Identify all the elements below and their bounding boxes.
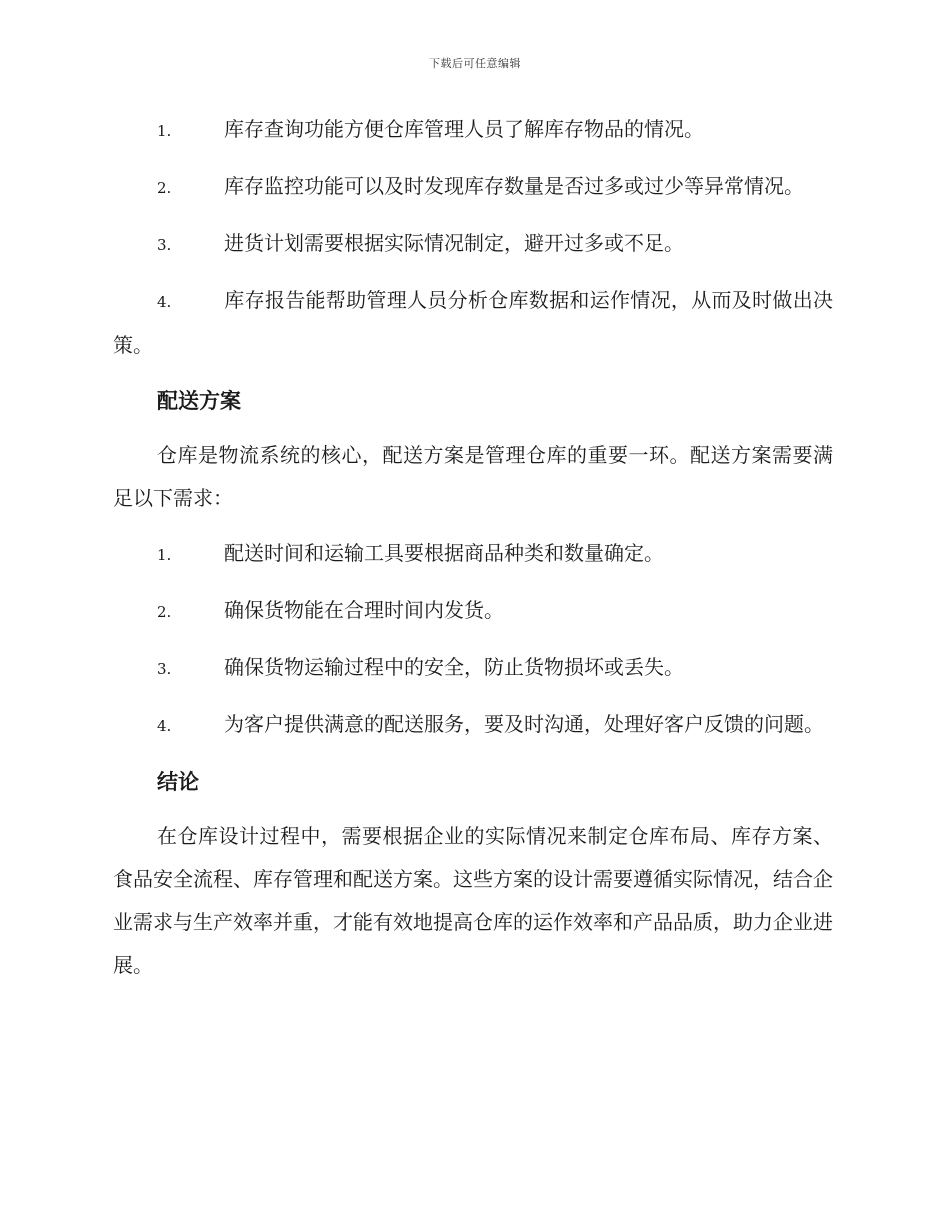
inventory-list-item-2 <box>113 165 833 210</box>
list-number: 4. <box>157 717 172 735</box>
section-heading-conclusion: 结论 <box>157 769 199 794</box>
list-text: 进货计划需要根据实际情况制定，避开过多或不足。 <box>224 231 684 255</box>
list-text: 配送时间和运输工具要根据商品种类和数量确定。 <box>224 541 664 565</box>
delivery-list-item-2 <box>113 589 833 634</box>
list-number: 3. <box>157 236 172 254</box>
header-note: 下载后可任意编辑 <box>429 57 521 70</box>
list-number: 2. <box>157 179 172 197</box>
list-number: 4. <box>157 293 172 311</box>
delivery-list-item-1 <box>113 532 833 577</box>
list-text: 确保货物能在合理时间内发货。 <box>224 598 504 622</box>
list-text: 库存监控功能可以及时发现库存数量是否过多或过少等异常情况。 <box>224 174 804 198</box>
document-body <box>113 108 833 999</box>
list-text: 库存报告能帮助管理人员分析仓库数据和运作情况，从而及时做出决策。 <box>113 288 833 357</box>
delivery-intro-paragraph: 仓库是物流系统的核心，配送方案是管理仓库的重要一环。配送方案需要满足以下需求： <box>113 443 833 510</box>
inventory-list-item-3 <box>113 222 833 267</box>
list-number: 1. <box>157 546 172 564</box>
delivery-list-item-4 <box>113 703 833 748</box>
list-number: 1. <box>157 122 172 140</box>
conclusion-paragraph: 在仓库设计过程中，需要根据企业的实际情况来制定仓库布局、库存方案、食品安全流程、库存管理和配送方案。这些方案的设计需要遵循实际情况，结合企业需求与生产效率并重，才能有效地提高仓库的运作效率和产品品质，助力企业进展。 <box>113 824 833 977</box>
list-text: 确保货物运输过程中的安全，防止货物损坏或丢失。 <box>224 655 684 679</box>
inventory-list-item-1 <box>113 108 833 153</box>
delivery-list-item-3 <box>113 646 833 691</box>
list-text: 库存查询功能方便仓库管理人员了解库存物品的情况。 <box>224 117 704 141</box>
section-heading-delivery: 配送方案 <box>157 388 241 413</box>
list-text: 为客户提供满意的配送服务，要及时沟通，处理好客户反馈的问题。 <box>224 712 824 736</box>
list-number: 2. <box>157 603 172 621</box>
inventory-list-item-4 <box>113 279 833 367</box>
list-number: 3. <box>157 660 172 678</box>
